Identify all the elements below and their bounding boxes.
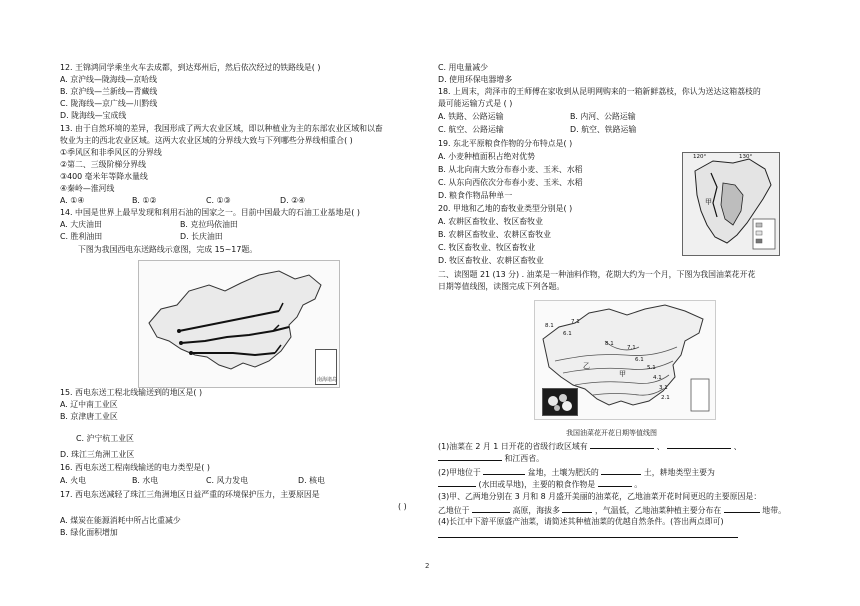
q18-option-b: B. 内河、公路运输: [570, 112, 636, 121]
q21-part3-blank-2[interactable]: [562, 504, 592, 513]
inset-label: 南海诸岛: [317, 377, 338, 383]
section2-heading-line1: 二、读图题 21 (13 分) . 油菜是一种油料作物，花期大约为一个月，下图为我国油菜花开花: [438, 270, 756, 279]
q20-stem: 20. 甲地和乙地的畜牧业类型分别是( ): [438, 204, 573, 213]
q21-part1-sep-1: 、: [656, 442, 665, 451]
q14-option-c: C. 胜利油田: [60, 232, 103, 241]
q21-part1-sep-2: 、: [733, 442, 742, 451]
q17-option-d: D. 使用环保电器增多: [438, 75, 513, 84]
q21-part4-answer-line[interactable]: [438, 537, 738, 538]
q21-part3-blank-3[interactable]: [724, 504, 760, 513]
q14-option-a: A. 大庆油田: [60, 220, 102, 229]
q12-stem: 12. 王锦鸿同学乘坐火车去成都，到达郑州后，然后依次经过的铁路线是( ): [60, 63, 321, 72]
q12-option-a: A. 京沪线—陇海线—京哈线: [60, 75, 158, 84]
q15-stem: 15. 西电东送工程北线输送到的地区是( ): [60, 388, 203, 397]
section2-heading-line2: 日期等值线图，读图完成下列各题。: [438, 282, 565, 291]
q17-option-a: A. 煤炭在能源消耗中所占比重减少: [60, 516, 181, 525]
q16-option-b: B. 水电: [132, 476, 159, 485]
q17-stem: 17. 西电东送减轻了珠江三角洲地区日益严重的环境保护压力，主要原因是: [60, 490, 320, 499]
q19-option-d: D. 粮食作物品种单一: [438, 191, 513, 200]
q19-option-a: A. 小麦种植面积占绝对优势: [438, 152, 536, 161]
q21-part2-text-5: 。: [634, 480, 643, 489]
q13-item-1: ①季风区和非季风区的分界线: [60, 148, 162, 157]
contour-label-2-1: 2.1: [661, 395, 670, 401]
q19-option-c: C. 从东向西依次分布春小麦、玉米、水稻: [438, 178, 583, 187]
q13-option-a: A. ①④: [60, 196, 85, 205]
q15-option-b: B. 京津唐工业区: [60, 412, 118, 421]
q12-option-b: B. 京沪线—兰新线—青藏线: [60, 87, 158, 96]
q21-part3-text-1: 乙地位于: [438, 506, 470, 515]
q18-stem-line2: 最可能运输方式是 ( ): [438, 99, 513, 108]
q21-part2-text-2: 盆地，土壤为肥沃的: [527, 468, 599, 477]
q14-option-b: B. 克拉玛依油田: [180, 220, 238, 229]
contour-label-3-1: 3.1: [659, 385, 668, 391]
longitude-label-120: 120°: [693, 154, 707, 160]
q21-part1-line2: [438, 452, 544, 464]
q20-option-c: C. 牧区畜牧业、牧区畜牧业: [438, 243, 536, 252]
south-china-sea-inset: [315, 349, 337, 385]
q21-part2-line2: [438, 478, 642, 490]
q21-part2-blank-3[interactable]: [438, 478, 476, 487]
q19-option-b: B. 从北向南大致分布春小麦、玉米、水稻: [438, 165, 583, 174]
q19-stem: 19. 东北平原粮食作物的分布特点是( ): [438, 139, 573, 148]
q21-part1-text: (1)油菜在 2 月 1 日开花的省级行政区域有: [438, 442, 588, 451]
q21-part1-blank-2[interactable]: [667, 440, 731, 449]
rape-flower-photo: [542, 388, 578, 416]
q12-option-d: D. 陇海线—宝成线: [60, 111, 127, 120]
q16-stem: 16. 西电东送工程南线输送的电力类型是( ): [60, 463, 210, 472]
contour-label-5-1: 5.1: [647, 365, 656, 371]
q21-part2-blank-1[interactable]: [483, 466, 525, 475]
contour-label-6-1-a: 6.1: [563, 331, 572, 337]
q17-answer-bracket: ( ): [398, 502, 407, 511]
q21-part1: [438, 440, 742, 452]
rape-map-caption: 我国油菜花开花日期等值线图: [566, 429, 657, 437]
q21-part2-text-3: 土，耕地类型主要为: [643, 468, 715, 477]
q21-part1-blank-1[interactable]: [590, 440, 654, 449]
flower-photo-svg: [543, 389, 577, 415]
q21-part4: (4)长江中下游平原盛产油菜，请简述其种植油菜的优越自然条件。(答出两点即可): [438, 517, 724, 526]
q21-part2-blank-4[interactable]: [598, 478, 632, 487]
q16-option-c: C. 风力发电: [206, 476, 249, 485]
q21-part3-line1: (3)甲、乙两地分别在 3 月和 8 月盛开美丽的油菜花，乙地油菜开花时间更迟的主要原因是：: [438, 492, 762, 501]
location-jia-label: 甲: [619, 370, 626, 378]
q21-part3-blank-1[interactable]: [472, 504, 510, 513]
q13-stem-line2: 牧业为主的西北农业区域。这两大农业区域的分界线大致与下列哪些分界线相重合( ): [60, 136, 353, 145]
q13-stem-line1: 13. 由于自然环境的差异，我国形成了两大农业区域，即以种植业为主的东部农业区域和以畜: [60, 124, 383, 133]
q21-part2-text-1: (2)甲地位于: [438, 468, 481, 477]
q15-option-a: A. 辽中南工业区: [60, 400, 118, 409]
contour-label-7-1-a: 7.1: [571, 319, 580, 325]
northeast-china-map: [682, 152, 780, 256]
northeast-map-svg: [683, 153, 779, 255]
q14-option-d: D. 长庆油田: [180, 232, 223, 241]
contour-label-8-1-a: 8.1: [545, 323, 554, 329]
q16-option-d: D. 核电: [298, 476, 325, 485]
q12-option-c: C. 陇海线—京广线—川黔线: [60, 99, 158, 108]
china-outline-svg: [139, 261, 339, 387]
q21-part1-blank-3[interactable]: [438, 452, 502, 461]
q13-option-d: D. ②④: [280, 196, 306, 205]
q18-option-d: D. 航空、铁路运输: [570, 125, 637, 134]
q13-item-2: ②第二、三级阶梯分界线: [60, 160, 146, 169]
q20-option-a: A. 农耕区畜牧业、牧区畜牧业: [438, 217, 543, 226]
page-number: 2: [425, 562, 430, 570]
q18-option-a: A. 铁路、公路运输: [438, 112, 504, 121]
q21-part3-text-4: 地带。: [762, 506, 786, 515]
q21-part3-text-3: ，气温低，乙地油菜种植主要分布在: [595, 506, 722, 515]
q20-option-b: B. 农耕区畜牧业、农耕区畜牧业: [438, 230, 552, 239]
q18-option-c: C. 航空、公路运输: [438, 125, 504, 134]
contour-label-4-1: 4.1: [653, 375, 662, 381]
location-yi-label: 乙: [583, 362, 590, 370]
location-jia-label: 甲: [705, 198, 712, 206]
q21-part2-text-4: (水田或旱地)，主要的粮食作物是: [478, 480, 596, 489]
contour-label-8-1-b: 8.1: [605, 341, 614, 347]
figure-intro: 下图为我国西电东送路线示意图，完成 15~17题。: [78, 245, 258, 254]
longitude-label-130: 130°: [739, 154, 753, 160]
q21-part2-blank-2[interactable]: [601, 466, 641, 475]
q21-part3-line2: [438, 504, 786, 516]
contour-label-7-1-b: 7.1: [627, 345, 636, 351]
q17-option-b: B. 绿化面积增加: [60, 528, 118, 537]
west-east-power-map: [138, 260, 340, 388]
q14-stem: 14. 中国是世界上最早发现和利用石油的国家之一。目前中国最大的石油工业基地是( ): [60, 208, 360, 217]
q21-part3-text-2: 高原，海拔多: [512, 506, 560, 515]
q15-option-c: C. 沪宁杭工业区: [76, 434, 134, 443]
q13-option-b: B. ①②: [132, 196, 157, 205]
q15-option-d: D. 珠江三角洲工业区: [60, 450, 135, 459]
q20-option-d: D. 牧区畜牧业、农耕区畜牧业: [438, 256, 544, 265]
q17-option-c: C. 用电量减少: [438, 63, 488, 72]
q21-part1-tail: 和江西省。: [504, 454, 544, 463]
q13-item-4: ④秦岭—淮河线: [60, 184, 115, 193]
q13-option-c: C. ①③: [206, 196, 231, 205]
q16-option-a: A. 火电: [60, 476, 87, 485]
contour-label-6-1-b: 6.1: [635, 357, 644, 363]
q13-item-3: ③400 毫米年等降水量线: [60, 172, 148, 181]
q18-stem-line1: 18. 上周末，菏泽市的王师傅在家收到从昆明网购来的一箱新鲜荔枝，你认为送达这箱荔枝的: [438, 87, 761, 96]
q21-part2: [438, 466, 715, 478]
